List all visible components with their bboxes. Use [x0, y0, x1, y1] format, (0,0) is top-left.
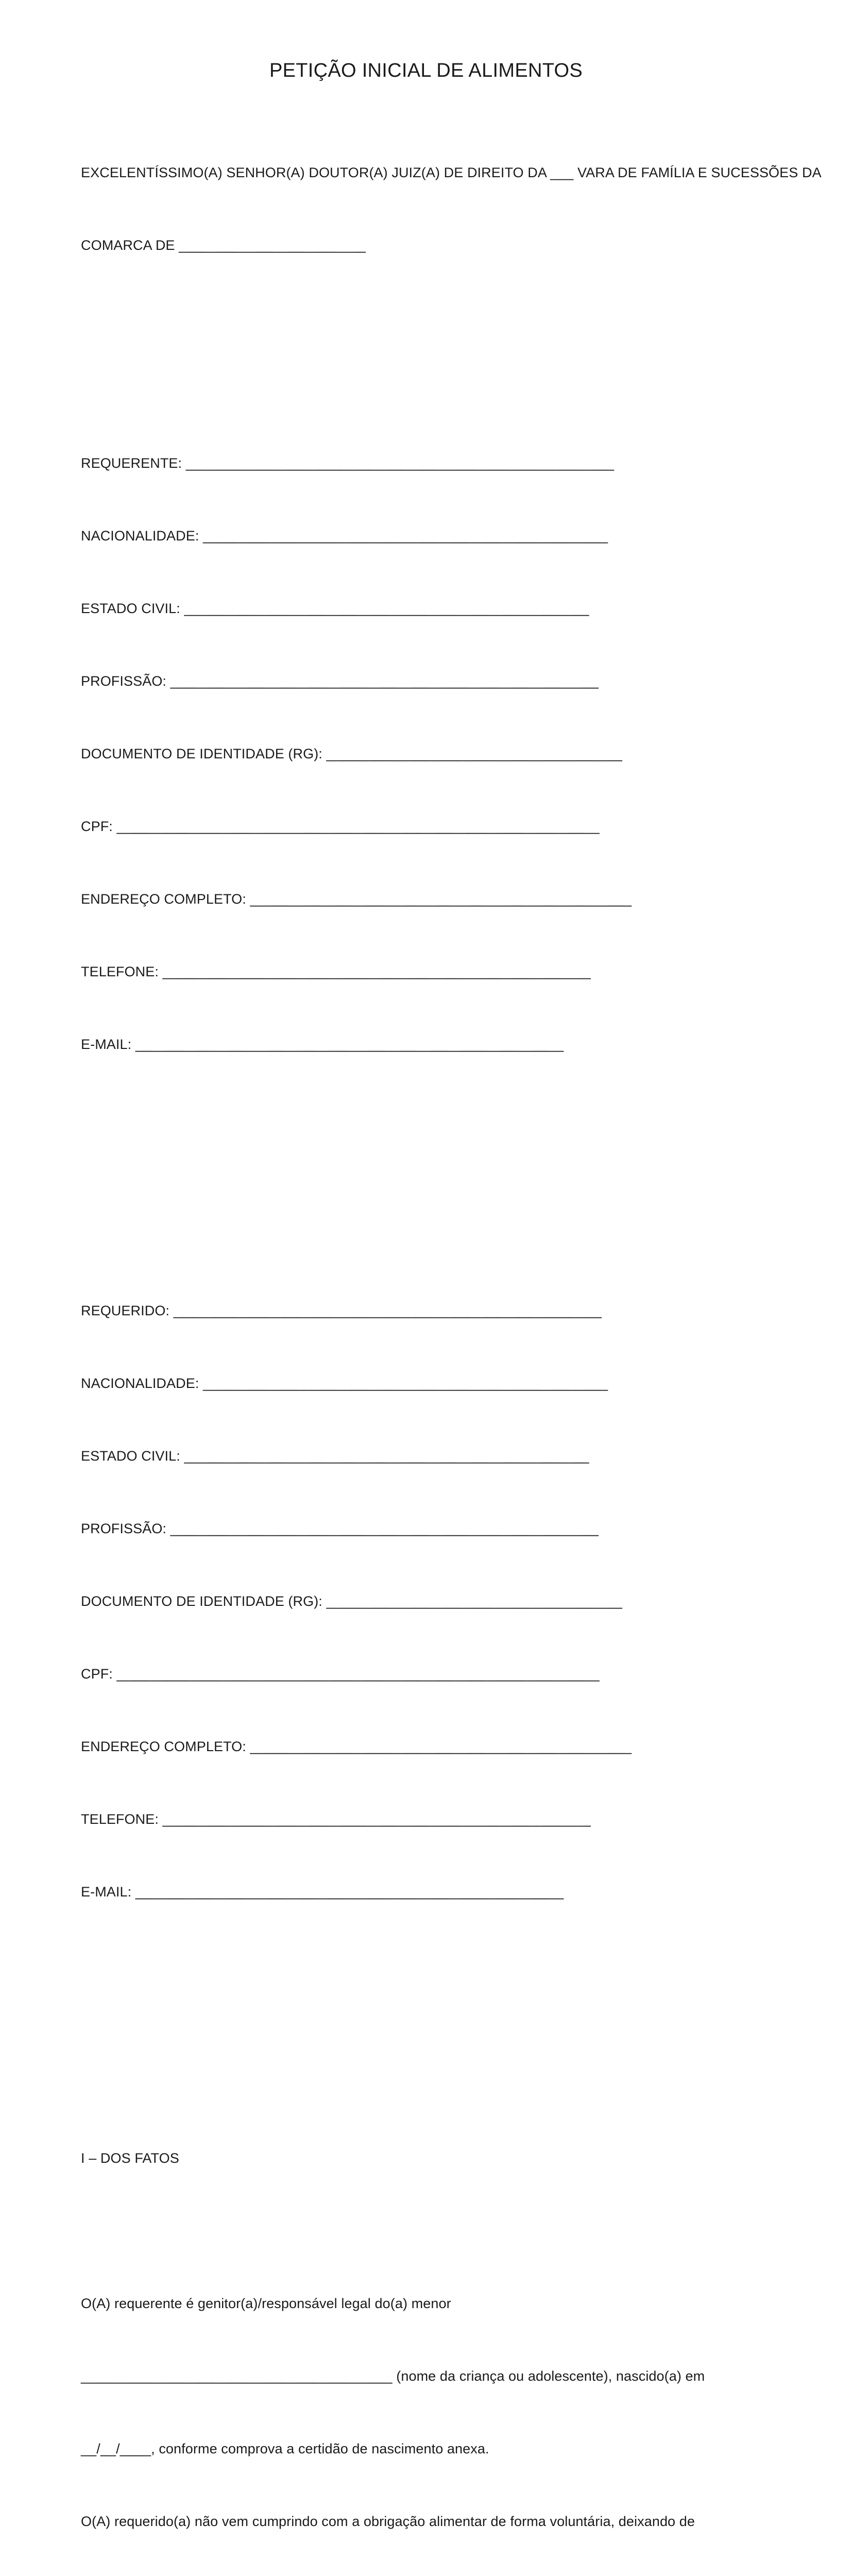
requerente-block: [81, 403, 852, 1105]
requerido-estado-civil-field: ESTADO CIVIL: ____________________________________________________: [81, 1448, 589, 1464]
document-body: [81, 112, 852, 2576]
requerente-rg-field: DOCUMENTO DE IDENTIDADE (RG): ______________________________________: [81, 746, 622, 761]
fatos-paragraph-line: ________________________________________ (nome da criança ou adolescente), nascido(a) em: [81, 2368, 705, 2384]
requerido-endereco-field: ENDEREÇO COMPLETO: _________________________________________________: [81, 1739, 632, 1754]
requerido-profissao-field: PROFISSÃO: _______________________________________________________: [81, 1521, 599, 1536]
requerente-telefone-field: TELEFONE: _______________________________________________________: [81, 964, 591, 979]
fatos-paragraph-line: O(A) requerente é genitor(a)/responsável legal do(a) menor: [81, 2296, 451, 2311]
requerente-estado-civil-field: ESTADO CIVIL: ____________________________________________________: [81, 601, 589, 616]
fatos-paragraph-line: O(A) requerido(a) não vem cumprindo com a obrigação alimentar de forma voluntária, deixando de: [81, 2514, 695, 2529]
requerente-email-field: E-MAIL: _______________________________________________________: [81, 1037, 564, 1052]
requerente-cpf-field: CPF: ______________________________________________________________: [81, 819, 600, 834]
fatos-paragraph-line: __/__/____, conforme comprova a certidão de nascimento anexa.: [81, 2441, 489, 2456]
requerido-cpf-field: CPF: ______________________________________________________________: [81, 1666, 600, 1682]
requerente-nacionalidade-field: NACIONALIDADE: ____________________________________________________: [81, 528, 608, 544]
header-addressee-line-1: EXCELENTÍSSIMO(A) SENHOR(A) DOUTOR(A) JUIZ(A) DE DIREITO DA ___ VARA DE FAMÍLIA E SUCESSÕES DA: [81, 165, 822, 180]
requerido-email-field: E-MAIL: _______________________________________________________: [81, 1884, 564, 1900]
spacer: [81, 2219, 852, 2243]
spacer: [81, 1154, 852, 1178]
requerido-rg-field: DOCUMENTO DE IDENTIDADE (RG): ______________________________________: [81, 1594, 622, 1609]
page-title: PETIÇÃO INICIAL DE ALIMENTOS: [269, 60, 583, 81]
spacer: [81, 2001, 852, 2025]
requerido-telefone-field: TELEFONE: _______________________________________________________: [81, 1811, 591, 1827]
requerido-block: [81, 1250, 852, 1953]
requerente-profissao-field: PROFISSÃO: _______________________________________________________: [81, 673, 599, 689]
header-addressee-line-2: COMARCA DE ________________________: [81, 238, 366, 253]
fatos-section: [81, 2098, 852, 2576]
spacer: [81, 306, 852, 330]
requerente-field: REQUERENTE: _______________________________________________________: [81, 455, 615, 471]
requerido-field: REQUERIDO: _______________________________________________________: [81, 1303, 602, 1318]
requerente-endereco-field: ENDEREÇO COMPLETO: _________________________________________________: [81, 891, 632, 907]
requerido-nacionalidade-field: NACIONALIDADE: ____________________________________________________: [81, 1376, 608, 1391]
fatos-heading: I – DOS FATOS: [81, 2150, 179, 2166]
